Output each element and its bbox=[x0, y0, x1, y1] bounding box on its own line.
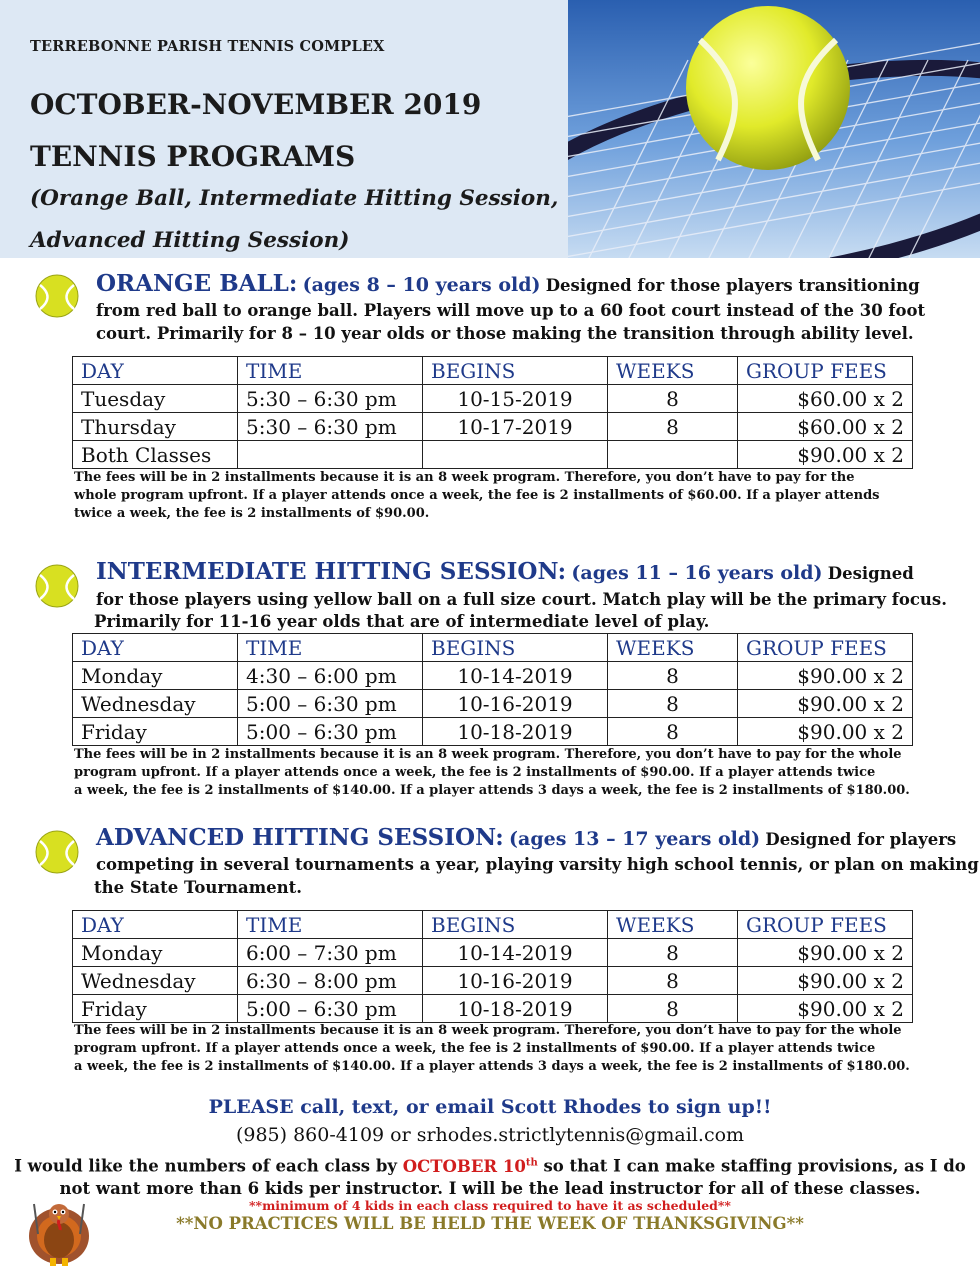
col-header-begins: BEGINS bbox=[423, 634, 608, 662]
cell-time: 5:30 – 6:30 pm bbox=[238, 413, 423, 441]
note-line: program upfront. If a player attends once a week, the fee is 2 installments of $90.00. If a player attends twice bbox=[74, 765, 876, 780]
cell-fee: $90.00 x 2 bbox=[738, 662, 913, 690]
table-row bbox=[73, 413, 913, 441]
deadline-line-2: not want more than 6 kids per instructor. I will be the lead instructor for all of these classes. bbox=[59, 1178, 921, 1198]
intermediate-desc-2: for those players using yellow ball on a full size court. Match play will be the primary focus. bbox=[96, 590, 947, 609]
cell-weeks: 8 bbox=[608, 690, 738, 718]
cell-weeks: 8 bbox=[608, 718, 738, 746]
cell-begins: 10-16-2019 bbox=[423, 690, 608, 718]
table-row bbox=[73, 385, 913, 413]
cell-time: 5:30 – 6:30 pm bbox=[238, 385, 423, 413]
col-header-weeks: WEEKS bbox=[608, 357, 738, 385]
orange-ball-desc-3: court. Primarily for 8 – 10 year olds or those making the transition through ability level. bbox=[96, 324, 914, 343]
cell-weeks: 8 bbox=[608, 413, 738, 441]
deadline-line-1 bbox=[0, 1152, 980, 1178]
cell-day: Monday bbox=[73, 939, 238, 967]
cell-day: Friday bbox=[73, 718, 238, 746]
note-line: program upfront. If a player attends once a week, the fee is 2 installments of $90.00. If a player attends twice bbox=[74, 1041, 876, 1056]
table-row bbox=[73, 995, 913, 1023]
table-header-row bbox=[73, 634, 913, 662]
col-header-group-fees: GROUP FEES bbox=[738, 634, 913, 662]
col-header-begins: BEGINS bbox=[423, 357, 608, 385]
table-row bbox=[73, 690, 913, 718]
page-title: OCTOBER-NOVEMBER 2019 bbox=[30, 88, 482, 121]
cell-day: Monday bbox=[73, 662, 238, 690]
cell-begins: 10-16-2019 bbox=[423, 967, 608, 995]
tennis-ball-icon bbox=[34, 829, 80, 875]
col-header-group-fees: GROUP FEES bbox=[738, 911, 913, 939]
cell-weeks: 8 bbox=[608, 995, 738, 1023]
cell-fee: $90.00 x 2 bbox=[738, 939, 913, 967]
orange-ball-fee-note bbox=[74, 469, 924, 523]
deadline-text-post: so that I can make staffing provisions, as I do bbox=[537, 1156, 966, 1176]
cell-time: 5:00 – 6:30 pm bbox=[238, 690, 423, 718]
cell-empty bbox=[608, 441, 738, 469]
cell-time: 4:30 – 6:00 pm bbox=[238, 662, 423, 690]
col-header-begins: BEGINS bbox=[423, 911, 608, 939]
tennis-ball-icon bbox=[34, 273, 80, 319]
advanced-schedule-table bbox=[72, 910, 913, 1023]
col-header-day: DAY bbox=[73, 357, 238, 385]
table-row bbox=[73, 718, 913, 746]
cell-weeks: 8 bbox=[608, 662, 738, 690]
cell-begins: 10-15-2019 bbox=[423, 385, 608, 413]
col-header-weeks: WEEKS bbox=[608, 911, 738, 939]
col-header-time: TIME bbox=[238, 634, 423, 662]
cell-day: Wednesday bbox=[73, 967, 238, 995]
cell-fee: $60.00 x 2 bbox=[738, 385, 913, 413]
page-title-line-2: TENNIS PROGRAMS bbox=[30, 140, 356, 173]
cell-time: 6:30 – 8:00 pm bbox=[238, 967, 423, 995]
cell-begins: 10-18-2019 bbox=[423, 718, 608, 746]
cell-day: Wednesday bbox=[73, 690, 238, 718]
col-header-time: TIME bbox=[238, 357, 423, 385]
cell-weeks: 8 bbox=[608, 967, 738, 995]
deadline-date bbox=[403, 1157, 538, 1176]
deadline-date-suffix: th bbox=[525, 1157, 538, 1168]
intermediate-title: INTERMEDIATE HITTING SESSION: bbox=[96, 558, 567, 585]
note-line: twice a week, the fee is 2 installments of $90.00. bbox=[74, 506, 430, 521]
deadline-date-text: OCTOBER 10 bbox=[402, 1156, 526, 1176]
cell-fee: $60.00 x 2 bbox=[738, 413, 913, 441]
cell-day: Tuesday bbox=[73, 385, 238, 413]
col-header-day: DAY bbox=[73, 634, 238, 662]
note-line: The fees will be in 2 installments because it is an 8 week program. Therefore, you don’t have to pay for the bbox=[74, 470, 855, 485]
cell-empty bbox=[238, 441, 423, 469]
col-header-weeks: WEEKS bbox=[608, 634, 738, 662]
cell-fee: $90.00 x 2 bbox=[738, 718, 913, 746]
cell-begins: 10-14-2019 bbox=[423, 939, 608, 967]
col-header-day: DAY bbox=[73, 911, 238, 939]
organization-name: TERREBONNE PARISH TENNIS COMPLEX bbox=[30, 38, 385, 55]
intermediate-desc-3: Primarily for 11-16 year olds that are of intermediate level of play. bbox=[94, 612, 710, 631]
cell-time: 6:00 – 7:30 pm bbox=[238, 939, 423, 967]
orange-ball-schedule-table bbox=[72, 356, 913, 469]
cell-time: 5:00 – 6:30 pm bbox=[238, 995, 423, 1023]
intermediate-schedule-table bbox=[72, 633, 913, 746]
cell-begins: 10-18-2019 bbox=[423, 995, 608, 1023]
advanced-desc-3: the State Tournament. bbox=[94, 878, 303, 897]
note-line: a week, the fee is 2 installments of $140.00. If a player attends 3 days a week, the fee is 2 installments of $180.00. bbox=[74, 1059, 910, 1074]
intermediate-heading bbox=[96, 560, 914, 586]
cell-fee: $90.00 x 2 bbox=[738, 441, 913, 469]
note-line: The fees will be in 2 installments because it is an 8 week program. Therefore, you don’t have to pay for the whole bbox=[74, 1023, 902, 1038]
cell-fee: $90.00 x 2 bbox=[738, 967, 913, 995]
cell-fee: $90.00 x 2 bbox=[738, 690, 913, 718]
thanksgiving-notice: **NO PRACTICES WILL BE HELD THE WEEK OF THANKSGIVING** bbox=[176, 1214, 804, 1233]
orange-ball-desc-1: Designed for those players transitioning bbox=[545, 276, 920, 295]
contact-info: (985) 860-4109 or srhodes.strictlytennis@gmail.com bbox=[235, 1124, 745, 1146]
advanced-desc-1: Designed for players bbox=[765, 830, 957, 849]
tennis-ball-icon bbox=[34, 563, 80, 609]
note-line: a week, the fee is 2 installments of $140.00. If a player attends 3 days a week, the fee is 2 installments of $180.00. bbox=[74, 783, 910, 798]
cell-empty bbox=[423, 441, 608, 469]
advanced-title: ADVANCED HITTING SESSION: bbox=[96, 824, 504, 851]
table-header-row bbox=[73, 911, 913, 939]
col-header-time: TIME bbox=[238, 911, 423, 939]
table-row-both-classes bbox=[73, 441, 913, 469]
note-line: whole program upfront. If a player attends once a week, the fee is 2 installments of $60.00. If a player attends bbox=[74, 488, 880, 503]
note-line: The fees will be in 2 installments because it is an 8 week program. Therefore, you don’t have to pay for the whole bbox=[74, 747, 902, 762]
cell-weeks: 8 bbox=[608, 939, 738, 967]
cell-weeks: 8 bbox=[608, 385, 738, 413]
cell-time: 5:00 – 6:30 pm bbox=[238, 718, 423, 746]
cell-day: Thursday bbox=[73, 413, 238, 441]
intermediate-desc-1: Designed bbox=[827, 564, 914, 583]
minimum-enrollment-note: **minimum of 4 kids in each class required to have it as scheduled** bbox=[249, 1198, 731, 1213]
orange-ball-ages: (ages 8 – 10 years old) bbox=[302, 274, 541, 296]
cell-begins: 10-14-2019 bbox=[423, 662, 608, 690]
table-header-row bbox=[73, 357, 913, 385]
intermediate-ages: (ages 11 – 16 years old) bbox=[571, 562, 823, 584]
table-row bbox=[73, 939, 913, 967]
subtitle-line-1: (Orange Ball, Intermediate Hitting Session, bbox=[30, 186, 559, 211]
col-header-group-fees: GROUP FEES bbox=[738, 357, 913, 385]
advanced-heading bbox=[96, 826, 956, 852]
cell-day: Friday bbox=[73, 995, 238, 1023]
orange-ball-desc-2: from red ball to orange ball. Players will move up to a 60 foot court instead of the 30 foot bbox=[96, 301, 926, 320]
deadline-notice bbox=[0, 1152, 980, 1200]
advanced-ages: (ages 13 – 17 years old) bbox=[509, 828, 761, 850]
advanced-desc-2: competing in several tournaments a year, playing varsity high school tennis, or plan on making bbox=[96, 855, 979, 874]
intermediate-fee-note bbox=[74, 746, 924, 800]
cell-begins: 10-17-2019 bbox=[423, 413, 608, 441]
table-row bbox=[73, 967, 913, 995]
deadline-text-pre: I would like the numbers of each class by bbox=[14, 1156, 403, 1176]
cell-fee: $90.00 x 2 bbox=[738, 995, 913, 1023]
turkey-illustration bbox=[24, 1184, 94, 1268]
signup-call-to-action: PLEASE call, text, or email Scott Rhodes to sign up!! bbox=[208, 1096, 772, 1118]
subtitle-line-2: Advanced Hitting Session) bbox=[30, 228, 350, 253]
orange-ball-heading bbox=[96, 272, 920, 298]
tennis-ball-racket-photo bbox=[568, 0, 980, 258]
orange-ball-title: ORANGE BALL: bbox=[96, 270, 298, 297]
advanced-fee-note bbox=[74, 1022, 924, 1076]
table-row bbox=[73, 662, 913, 690]
cell-both-label: Both Classes bbox=[73, 441, 238, 469]
